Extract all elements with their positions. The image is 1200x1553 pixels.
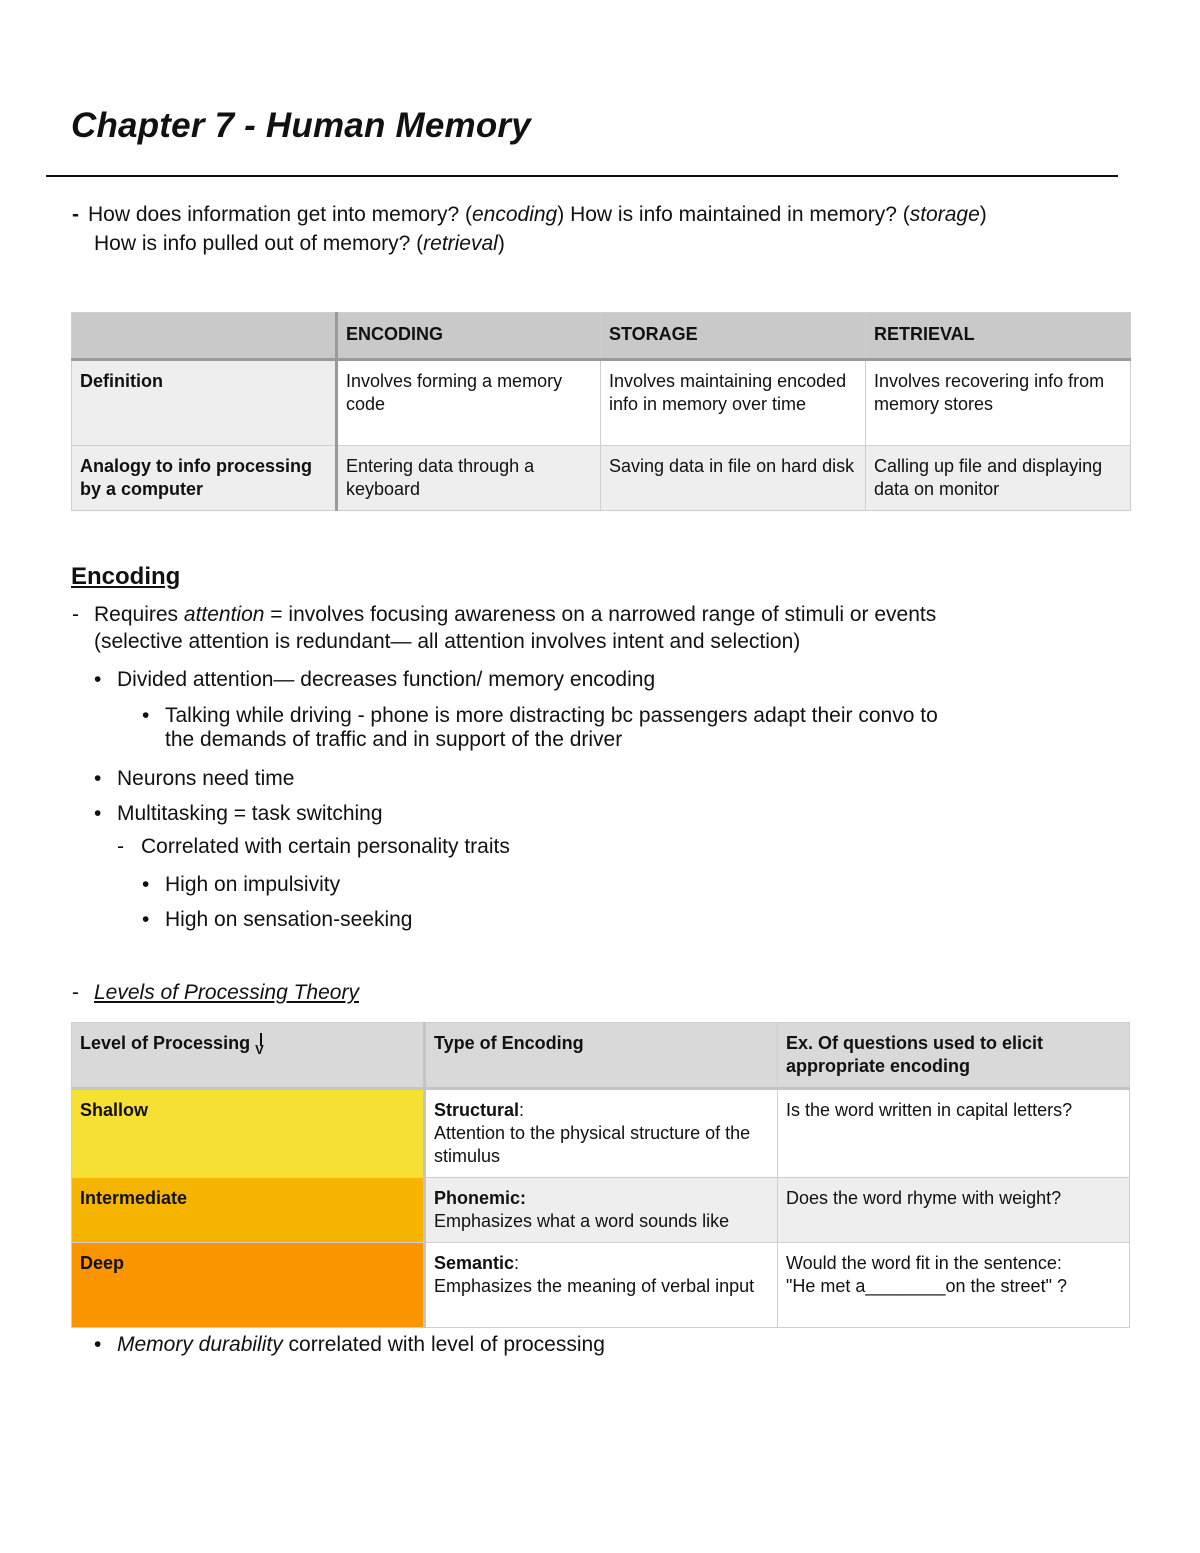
header-level-text: Level of Processing [80,1033,251,1053]
table-cell: Calling up file and displaying data on monitor [866,446,1131,511]
header-cell-encoding: ENCODING [337,313,601,360]
note-requires-attention [94,602,936,628]
encoding-type-desc: Attention to the physical structure of the stimulus [434,1123,751,1166]
note-impulsivity: High on impulsivity [165,873,341,896]
encoding-type-desc: Emphasizes what a word sounds like [434,1211,730,1231]
title-divider [46,175,1118,177]
intro-text: How does information get into memory? ( [88,203,472,226]
bullet-marker: • [94,668,102,691]
table-header-row [72,1023,1130,1089]
header-cell-type: Type of Encoding [425,1023,778,1089]
bullet-marker: • [94,1333,102,1356]
encoding-type-sep: : [519,1100,525,1120]
intro-line-1 [72,200,987,229]
header-cell-storage: STORAGE [601,313,866,360]
level-shallow: Shallow [72,1089,425,1178]
intro-emphasis: storage [909,203,980,226]
note-divided-attention: Divided attention— decreases function/ memory encoding [117,668,656,691]
levels-of-processing-table [71,1022,1130,1328]
intro-text: ) [497,232,505,255]
example-question: Is the word written in capital letters? [778,1089,1130,1178]
note-memory-durability [117,1332,605,1358]
level-intermediate: Intermediate [72,1178,425,1243]
table-row [72,446,1131,511]
header-cell-retrieval: RETRIEVAL [866,313,1131,360]
note-talking-driving: Talking while driving - phone is more distracting bc passengers adapt their convo to [165,704,938,727]
bullet-marker: • [142,873,150,896]
example-question [778,1243,1130,1328]
encoding-type-cell [425,1089,778,1178]
header-cell-empty [72,313,337,360]
table-row [72,1178,1130,1243]
table-cell: Involves forming a memory code [337,360,601,446]
intro-text: ) How is info maintained in memory? ( [557,203,910,226]
intro-emphasis: encoding [472,203,558,226]
table-header-row [72,313,1131,360]
header-cell-level [72,1023,425,1089]
dash-marker: - [72,603,79,626]
arrow-head-glyph: V [255,1042,264,1057]
encoding-type-sep: : [514,1253,520,1273]
intro-line-2 [72,229,987,258]
encoding-type-desc: Emphasizes the meaning of verbal input [434,1276,755,1296]
table-cell: Entering data through a keyboard [337,446,601,511]
intro-emphasis: retrieval [423,232,498,255]
table-row [72,1089,1130,1178]
table-cell: Saving data in file on hard disk [601,446,866,511]
row-label: Definition [72,360,337,446]
memory-stages-table [71,312,1131,511]
bullet-marker: • [142,704,150,727]
page-title: Chapter 7 - Human Memory [71,106,531,145]
arrow-down-icon [254,1033,268,1055]
note-multitasking: Multitasking = task switching [117,802,383,825]
encoding-type-title: Phonemic: [434,1188,527,1208]
note-correlated: Correlated with certain personality traits [141,835,510,858]
note-talking-driving-2: the demands of traffic and in support of the driver [165,728,623,751]
note-emphasis: Memory durability [117,1333,283,1356]
example-question-line-1: Would the word fit in the sentence: [786,1253,1062,1273]
header-cell-example: Ex. Of questions used to elicit appropriate encoding [778,1023,1130,1089]
table-cell: Involves maintaining encoded info in memory over time [601,360,866,446]
table-row [72,1243,1130,1328]
note-text: Requires [94,603,184,626]
dash-marker: - [72,981,79,1004]
bullet-marker: • [142,908,150,931]
example-question-line-2: "He met a________on the street" ? [786,1276,1067,1296]
dash-marker: - [72,203,79,226]
note-sensation: High on sensation-seeking [165,908,413,931]
section-heading-encoding: Encoding [71,563,181,590]
example-question: Does the word rhyme with weight? [778,1178,1130,1243]
intro-text: ) [979,203,987,226]
note-text: correlated with level of processing [282,1333,605,1356]
bullet-marker: • [94,767,102,790]
note-selective-attention: (selective attention is redundant— all attention involves intent and selection) [94,630,801,653]
level-deep: Deep [72,1243,425,1328]
encoding-type-title: Semantic [434,1253,515,1273]
note-text: = involves focusing awareness on a narrowed range of stimuli or events [264,603,937,626]
encoding-type-cell [425,1178,778,1243]
row-label: Analogy to info processing by a computer [72,446,337,511]
bullet-marker: • [94,802,102,825]
intro-text: How is info pulled out of memory? ( [94,232,424,255]
intro-questions [72,200,987,258]
levels-of-processing-link[interactable]: Levels of Processing Theory [94,981,359,1004]
dash-marker: - [117,835,124,858]
note-neurons: Neurons need time [117,767,295,790]
table-cell: Involves recovering info from memory stores [866,360,1131,446]
note-emphasis: attention [183,603,265,626]
encoding-type-title: Structural [434,1100,520,1120]
encoding-type-cell [425,1243,778,1328]
table-row [72,360,1131,446]
